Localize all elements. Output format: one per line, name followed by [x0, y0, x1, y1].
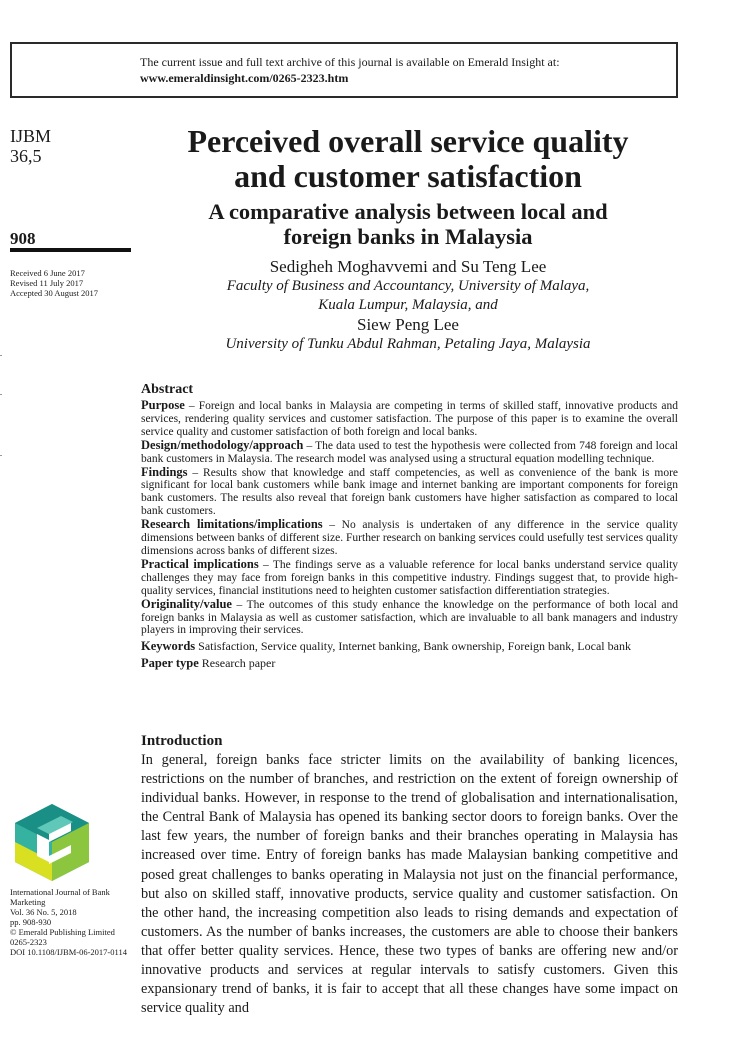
citation-line: International Journal of Bank: [10, 887, 110, 897]
limitations-text: – No analysis is undertaken of any difference in the service quality dimensions between banks of different size. Further research on banking services could usefully test services quality dimensions across banks of different sizes.: [141, 519, 679, 557]
findings-label: Findings: [141, 464, 188, 479]
article-subtitle: [128, 199, 688, 249]
paper-type: [141, 655, 678, 671]
abstract-originality: [141, 598, 678, 638]
emerald-cube-logo-icon: [15, 804, 89, 881]
citation-line: © Emerald Publishing Limited: [10, 927, 115, 937]
findings-text: – Results show that knowledge and staff competencies, as well as convenience of the bank is more significant for local bank customers while bank image and internet banking are important components for foreign bank customers. The results also reveal that foreign bank customers have higher satisfaction as compared to local bank customers.: [141, 466, 678, 518]
citation-line: pp. 908-930: [10, 917, 52, 927]
journal-volume: 36,5: [10, 146, 42, 166]
banner-availability-text: The current issue and full text archive of this journal is available on Emerald Insight at:: [140, 55, 560, 69]
banner-url-link[interactable]: www.emeraldinsight.com/0265-2323.htm: [140, 71, 349, 85]
introduction-heading: Introduction: [141, 733, 223, 749]
edge-mark: [0, 355, 2, 356]
practical-label: Practical implications: [141, 556, 259, 571]
edge-mark: [0, 455, 2, 456]
article-dates: [10, 268, 98, 298]
journal-citation: [10, 887, 128, 957]
abstract-findings: [141, 466, 678, 519]
originality-text: – The outcomes of this study enhance the knowledge on the performance of both local and foreign banks in Malaysia as well as customer satisfaction, which are invaluable to all bank managers and industry players in improving their services.: [141, 598, 678, 637]
banner-text: [140, 54, 560, 86]
edge-mark: [0, 394, 2, 395]
affiliation-1-line-1: Faculty of Business and Accountancy, University of Malaya,: [226, 278, 590, 294]
abstract-limitations: [141, 518, 678, 558]
purpose-text: – Foreign and local banks in Malaysia are competing in terms of skilled staff, innovative products and services, rendering quality services and customer satisfaction. The purpose of this paper is to examine the overall service quality and customer satisfaction of both foreign and local banks.: [141, 400, 678, 438]
subtitle-line-2: foreign banks in Malaysia: [283, 224, 533, 249]
keywords: [141, 638, 678, 654]
affiliation-1-line-2: Kuala Lumpur, Malaysia, and: [318, 297, 498, 313]
limitations-label: Research limitations/implications: [141, 517, 323, 532]
abstract-heading: Abstract: [141, 382, 194, 397]
paper-type-label: Paper type: [141, 656, 199, 671]
citation-line: Marketing: [10, 897, 46, 907]
abstract-practical: [141, 558, 678, 598]
keywords-text: Satisfaction, Service quality, Internet banking, Bank ownership, Foreign bank, Local bank: [195, 639, 631, 654]
authors-secondary: Siew Peng Lee: [357, 315, 459, 334]
citation-line: Vol. 36 No. 5, 2018: [10, 907, 77, 917]
article-title: [128, 124, 688, 194]
introduction-section: [141, 731, 678, 1018]
originality-label: Originality/value: [141, 596, 232, 611]
citation-line: 0265-2323: [10, 937, 47, 947]
authors-primary: Sedigheh Moghavvemi and Su Teng Lee: [269, 257, 547, 276]
margin-rule: [10, 248, 131, 252]
purpose-label: Purpose: [141, 398, 185, 412]
revised-date: Revised 11 July 2017: [10, 278, 84, 288]
abstract-section: [141, 381, 678, 671]
page-number: 908: [10, 229, 36, 248]
practical-text: – The findings serve as a valuable reference for local banks understand service quality challenges they may face from foreign banks in this competitive industry. Findings suggest that, to provide high-quality services, financial institutions need to heighten customer satisfaction differentiation strategies.: [141, 558, 679, 597]
accepted-date: Accepted 30 August 2017: [10, 288, 99, 298]
abstract-design: [141, 439, 678, 466]
journal-banner: [10, 42, 678, 98]
journal-abbrev: IJBM: [10, 126, 52, 146]
abstract-purpose: [141, 399, 678, 439]
author-block: [128, 257, 688, 354]
title-line-2: and customer satisfaction: [234, 158, 582, 194]
citation-doi[interactable]: DOI 10.1108/IJBM-06-2017-0114: [10, 947, 127, 957]
paper-type-text: Research paper: [198, 656, 276, 671]
received-date: Received 6 June 2017: [10, 268, 85, 278]
keywords-label: Keywords: [141, 639, 196, 654]
title-line-1: Perceived overall service quality: [187, 123, 629, 159]
design-label: Design/methodology/approach: [141, 437, 304, 452]
introduction-paragraph: In general, foreign banks face stricter limits on the availability of banking licences, restrictions on the number of branches, and restriction on the extent of foreign ownership of individual banks. However, in response to the trend of globalisation and internationalisation, the Central Bank of Malaysia has opened its banking sector doors to foreign banks. Over the last few years, the number of foreign banks and their branches operating in Malaysia has increased over time. Entry of foreign banks has made Malaysian banking competitive and posed great challenges to banks operating in Malaysia not just on the financial performance, but also on skilled staff, innovative products, service quality and customer satisfaction. On the other hand, the increasing competition also leads to rising demands and expectation of customers. As the number of banks increases, the customers are able to choose their bankers that offer better quality services. Hence, these two types of banks are offering new and/or innovative products and services at regular intervals to satisfy customers. Given this expansionary trend of banks, it is fair to accept that all these changes have some impact on service quality and: [141, 752, 678, 1017]
design-text: – The data used to test the hypothesis were collected from 748 foreign and local bank customers in Malaysia. The research model was analysed using a structural equation modelling technique.: [141, 439, 678, 465]
journal-code: [10, 126, 51, 166]
subtitle-line-1: A comparative analysis between local and: [208, 199, 608, 224]
affiliation-2: University of Tunku Abdul Rahman, Petaling Jaya, Malaysia: [225, 336, 591, 352]
